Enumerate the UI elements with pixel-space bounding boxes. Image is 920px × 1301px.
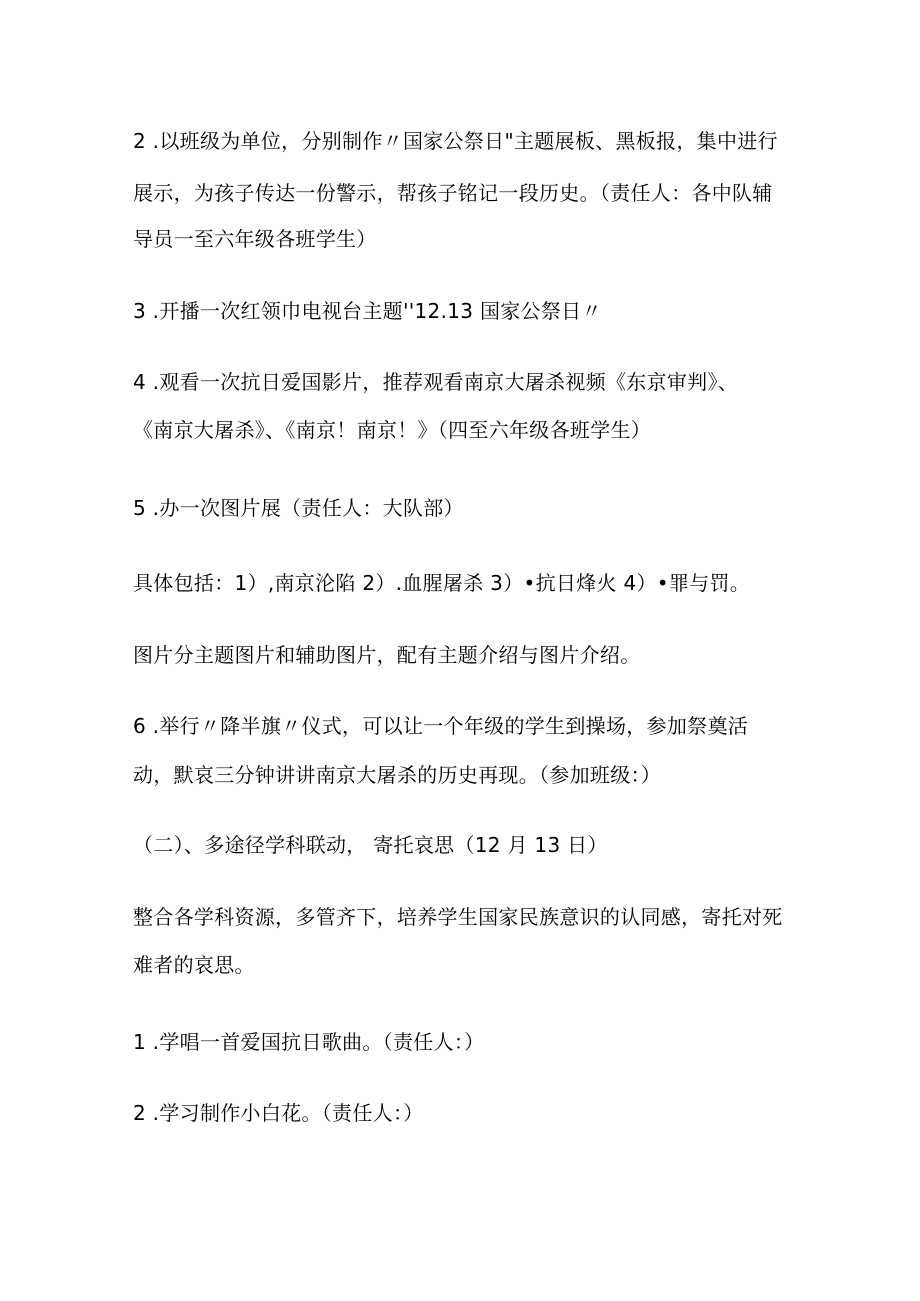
item-4-line-2: 《南京大屠杀》、《南京！南京！》（四至六年级各班学生）	[133, 418, 652, 442]
section-2-item-2: 2 .学习制作小白花。（责任人：）	[133, 1101, 424, 1125]
section-2-item-1: 1 .学唱一首爱国抗日歌曲。（责任人：）	[133, 1030, 485, 1054]
item-6-line-2: 动，默哀三分钟讲讲南京大屠杀的历史再现。（参加班级：）	[133, 763, 662, 787]
exhibit-contents-line: 具体包括：1）,南京沦陷 2）.血腥屠杀 3）•抗日烽火 4）•罪与罚。	[133, 571, 751, 595]
item-4-line-1: 4 .观看一次抗日爱国影片，推荐观看南京大屠杀视频《东京审判》、	[133, 370, 739, 394]
item-5-line: 5 .办一次图片展（责任人：大队部）	[133, 496, 464, 520]
exhibit-description-line: 图片分主题图片和辅助图片，配有主题介绍与图片介绍。	[133, 643, 641, 667]
section-2-intro-line-1: 整合各学科资源，多管齐下，培养学生国家民族意识的认同感，寄托对死	[133, 905, 783, 929]
item-2-line-3: 导员一至六年级各班学生）	[133, 227, 377, 251]
item-2-line-2: 展示，为孩子传达一份警示，帮孩子铭记一段历史。（责任人：各中队辅	[133, 181, 773, 205]
section-2-intro-line-2: 难者的哀思。	[133, 953, 255, 977]
item-3-line: 3 .开播一次红领巾电视台主题''12.13 国家公祭日〃	[133, 299, 602, 323]
section-2-heading: （二）、多途径学科联动， 寄托哀思（12 月 13 日）	[133, 833, 608, 857]
item-6-line-1: 6 .举行〃降半旗〃仪式，可以让一个年级的学生到操场，参加祭奠活	[133, 714, 749, 738]
item-2-line-1: 2 .以班级为单位，分别制作〃国家公祭日"主题展板、黑板报，集中进行	[133, 129, 778, 153]
